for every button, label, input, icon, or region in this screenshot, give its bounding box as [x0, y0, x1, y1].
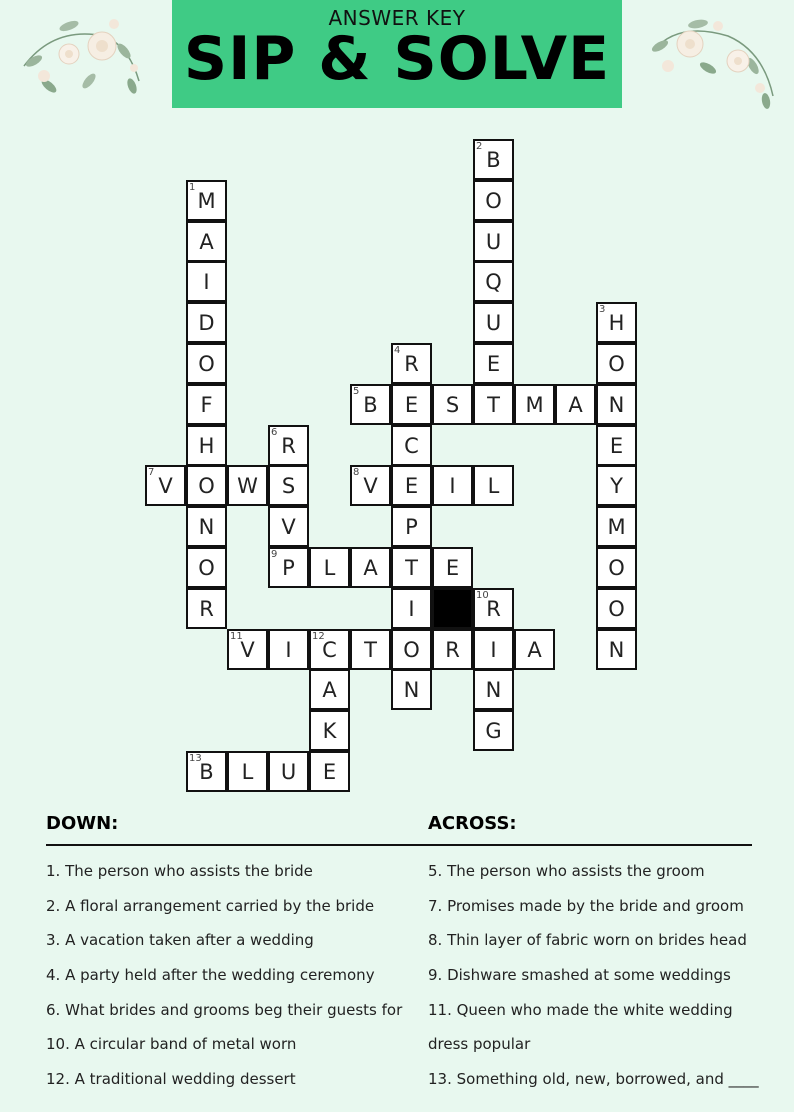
grid-cell	[473, 302, 514, 343]
cell-letter: N	[608, 392, 625, 417]
clue-number: 12	[312, 631, 325, 642]
grid-cell	[227, 751, 268, 792]
grid-cell	[186, 465, 227, 506]
cell-letter: B	[199, 759, 214, 784]
answer-key-label: ANSWER KEY	[328, 6, 466, 30]
grid-cell	[186, 588, 227, 629]
cell-letter: Y	[610, 473, 623, 498]
grid-cell	[432, 384, 473, 425]
grid-cell	[473, 588, 514, 629]
grid-cell	[473, 669, 514, 710]
cell-letter: L	[487, 473, 500, 498]
cell-letter: I	[203, 269, 210, 294]
grid-cell	[268, 629, 309, 670]
grid-cell	[350, 465, 391, 506]
grid-cell	[268, 506, 309, 547]
down-heading: DOWN:	[46, 813, 119, 834]
cell-letter: I	[490, 637, 497, 662]
cell-letter: M	[607, 514, 626, 539]
grid-cell	[473, 139, 514, 180]
cell-letter: N	[485, 677, 502, 702]
cell-letter: E	[609, 433, 624, 458]
grid-cell	[268, 547, 309, 588]
across-clue-7: 7. Promises made by the bride and groom	[428, 897, 744, 915]
grid-cell	[391, 465, 432, 506]
grid-cell	[473, 221, 514, 262]
page-title: SIP & SOLVE	[183, 24, 611, 94]
cell-letter: B	[363, 392, 378, 417]
across-clue-5: 5. The person who assists the groom	[428, 862, 705, 880]
cell-letter: E	[404, 473, 419, 498]
grid-cell	[555, 384, 596, 425]
grid-cell	[473, 465, 514, 506]
grid-cell	[186, 302, 227, 343]
cell-letter: C	[322, 637, 337, 662]
grid-cell	[268, 425, 309, 466]
cell-letter: O	[608, 555, 625, 580]
clue-number: 11	[230, 631, 243, 642]
grid-cell	[596, 384, 637, 425]
across-clue-11-cont: dress popular	[428, 1035, 531, 1053]
clue-number: 10	[476, 590, 489, 601]
cell-letter: O	[198, 555, 215, 580]
cell-letter: R	[199, 596, 214, 621]
down-clue-6: 6. What brides and grooms beg their guests for	[46, 1001, 403, 1019]
grid-cell	[596, 547, 637, 588]
grid-cell	[432, 465, 473, 506]
grid-cell	[186, 506, 227, 547]
cell-letter: N	[608, 637, 625, 662]
across-clue-11: 11. Queen who made the white wedding	[428, 1001, 733, 1019]
cell-letter: E	[322, 759, 337, 784]
clue-number: 7	[148, 467, 155, 478]
grid-cell	[596, 343, 637, 384]
clue-number: 3	[599, 304, 606, 315]
clue-number: 2	[476, 141, 483, 152]
grid-cell	[391, 547, 432, 588]
cell-letter: R	[486, 596, 501, 621]
cell-letter: U	[485, 310, 502, 335]
grid-cell	[186, 221, 227, 262]
cell-letter: O	[403, 637, 420, 662]
cell-letter: F	[200, 392, 213, 417]
grid-cell	[186, 384, 227, 425]
cell-letter: D	[198, 310, 215, 335]
down-clue-4: 4. A party held after the wedding ceremony	[46, 966, 375, 984]
cell-letter: U	[280, 759, 297, 784]
grid-cell	[391, 506, 432, 547]
cell-letter: C	[404, 433, 419, 458]
grid-cell	[473, 629, 514, 670]
cell-letter: O	[198, 473, 215, 498]
clue-number: 6	[271, 427, 278, 438]
cell-letter: R	[404, 351, 419, 376]
cell-letter: Q	[485, 269, 502, 294]
cell-letter: A	[322, 677, 337, 702]
grid-cell	[596, 302, 637, 343]
black-cell	[432, 588, 473, 629]
cell-letter: L	[241, 759, 254, 784]
cell-letter: P	[282, 555, 295, 580]
cell-letter: N	[403, 677, 420, 702]
cell-letter: T	[487, 392, 500, 417]
down-clue-2: 2. A floral arrangement carried by the bride	[46, 897, 375, 915]
grid-cell	[186, 425, 227, 466]
cell-letter: S	[281, 473, 296, 498]
grid-cell	[186, 547, 227, 588]
cell-letter: V	[240, 637, 255, 662]
cell-letter: P	[405, 514, 418, 539]
cell-letter: U	[485, 229, 502, 254]
grid-cell	[432, 629, 473, 670]
grid-cell	[473, 180, 514, 221]
grid-cell	[268, 751, 309, 792]
grid-cell	[309, 629, 350, 670]
grid-cell	[227, 629, 268, 670]
cell-letter: R	[281, 433, 296, 458]
grid-cell	[350, 629, 391, 670]
grid-cell	[391, 343, 432, 384]
down-clue-1: 1. The person who assists the bride	[46, 862, 313, 880]
grid-cell	[186, 261, 227, 302]
cell-letter: A	[199, 229, 214, 254]
grid-cell	[145, 465, 186, 506]
grid-cell	[514, 384, 555, 425]
grid-cell	[350, 384, 391, 425]
across-heading: ACROSS:	[428, 813, 517, 834]
across-clue-13: 13. Something old, new, borrowed, and ____	[428, 1070, 759, 1088]
grid-cell	[514, 629, 555, 670]
grid-cell	[596, 506, 637, 547]
divider	[46, 844, 752, 846]
clue-number: 4	[394, 345, 401, 356]
grid-cell	[309, 751, 350, 792]
cell-letter: H	[608, 310, 625, 335]
grid-cell	[309, 547, 350, 588]
cell-letter: E	[404, 392, 419, 417]
across-clue-9: 9. Dishware smashed at some weddings	[428, 966, 731, 984]
cell-letter: O	[608, 351, 625, 376]
grid-cell	[391, 588, 432, 629]
cell-letter: V	[281, 514, 296, 539]
cell-letter: L	[323, 555, 336, 580]
grid-cell	[186, 180, 227, 221]
cell-letter: B	[486, 147, 501, 172]
cell-letter: K	[322, 718, 337, 743]
clue-number: 8	[353, 467, 360, 478]
cell-letter: A	[363, 555, 378, 580]
down-clue-10: 10. A circular band of metal worn	[46, 1035, 297, 1053]
cell-letter: V	[363, 473, 378, 498]
grid-cell	[391, 669, 432, 710]
cell-letter: I	[408, 596, 415, 621]
grid-cell	[596, 425, 637, 466]
grid-cell	[473, 384, 514, 425]
clue-number: 1	[189, 182, 196, 193]
grid-cell	[309, 710, 350, 751]
cell-letter: S	[445, 392, 460, 417]
cell-letter: W	[237, 473, 258, 498]
cell-letter: I	[449, 473, 456, 498]
grid-cell	[596, 629, 637, 670]
grid-cell	[186, 343, 227, 384]
cell-letter: A	[568, 392, 583, 417]
clue-number: 5	[353, 386, 360, 397]
cell-letter: H	[198, 433, 215, 458]
cell-letter: G	[485, 718, 502, 743]
grid-cell	[432, 547, 473, 588]
grid-cell	[227, 465, 268, 506]
grid-cell	[596, 465, 637, 506]
cell-letter: N	[198, 514, 215, 539]
grid-cell	[473, 343, 514, 384]
cell-letter: E	[445, 555, 460, 580]
grid-cell	[473, 261, 514, 302]
across-clue-8: 8. Thin layer of fabric worn on brides head	[428, 931, 747, 949]
cell-letter: I	[285, 637, 292, 662]
cell-letter: O	[608, 596, 625, 621]
grid-cell	[596, 588, 637, 629]
cell-letter: T	[405, 555, 418, 580]
cell-letter: E	[486, 351, 501, 376]
cell-letter: A	[527, 637, 542, 662]
grid-cell	[186, 751, 227, 792]
clue-number: 13	[189, 753, 202, 764]
cell-letter: T	[364, 637, 377, 662]
cell-letter: O	[198, 351, 215, 376]
grid-cell	[309, 669, 350, 710]
cell-letter: R	[445, 637, 460, 662]
down-clue-3: 3. A vacation taken after a wedding	[46, 931, 314, 949]
grid-cell	[391, 629, 432, 670]
grid-cell	[268, 465, 309, 506]
grid-cell	[473, 710, 514, 751]
cell-letter: M	[197, 188, 216, 213]
grid-cell	[391, 384, 432, 425]
down-clue-12: 12. A traditional wedding dessert	[46, 1070, 296, 1088]
clue-number: 9	[271, 549, 278, 560]
cell-letter: M	[525, 392, 544, 417]
cell-letter: O	[485, 188, 502, 213]
grid-cell	[391, 425, 432, 466]
grid-cell	[350, 547, 391, 588]
cell-letter: V	[158, 473, 173, 498]
